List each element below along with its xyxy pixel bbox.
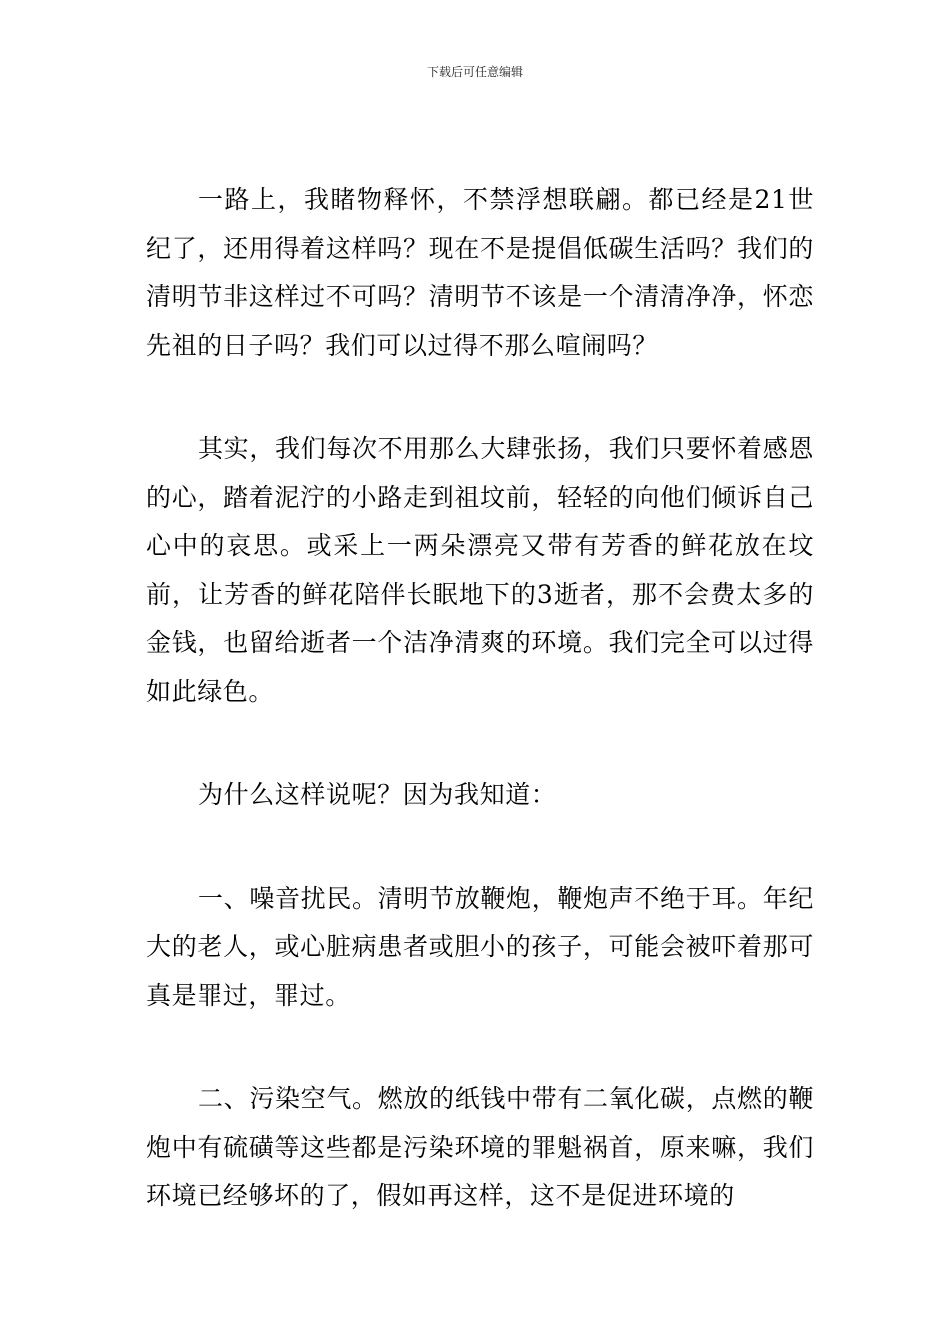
document-body bbox=[146, 176, 814, 1276]
page-header: 下载后可任意编辑 bbox=[426, 65, 523, 79]
paragraph-2: 其实，我们每次不用那么大肆张扬，我们只要怀着感恩的心，踏着泥泞的小路走到祖坟前，轻轻的向他们倾诉自己心中的哀思。或采上一两朵漂亮又带有芳香的鲜花放在坟前，让芳香的鲜花陪伴长眠地下的3逝者，那不会费太多的金钱，也留给逝者一个洁净清爽的环境。我们完全可以过得如此绿色。 bbox=[146, 434, 814, 706]
paragraph-4: 一、噪音扰民。清明节放鞭炮，鞭炮声不绝于耳。年纪大的老人，或心脏病患者或胆小的孩子，可能会被吓着那可真是罪过，罪过。 bbox=[146, 883, 814, 1010]
paragraph-3: 为什么这样说呢？因为我知道： bbox=[198, 780, 557, 809]
paragraph-1: 一路上，我睹物释怀，不禁浮想联翩。都已经是21世纪了，还用得着这样吗？现在不是提倡低碳生活吗？我们的清明节非这样过不可吗？清明节不该是一个清清净净，怀恋先祖的日子吗？我们可以过得不那么喧闹吗？ bbox=[146, 185, 814, 360]
paragraph-5: 二、污染空气。燃放的纸钱中带有二氧化碳，点燃的鞭炮中有硫磺等这些都是污染环境的罪魁祸首，原来嘛，我们环境已经够坏的了，假如再这样，这不是促进环境的 bbox=[146, 1084, 814, 1210]
